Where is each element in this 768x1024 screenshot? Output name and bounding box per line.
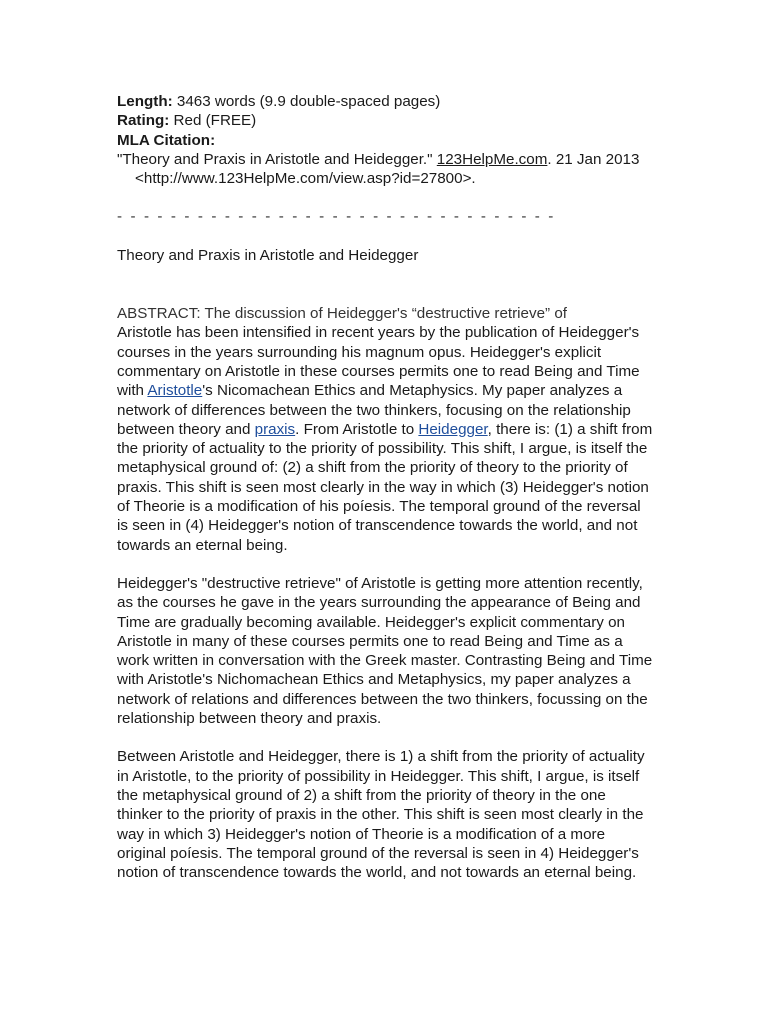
- rating-value: Red (FREE): [169, 112, 257, 130]
- citation-url: <http://www.123HelpMe.com/view.asp?id=27800>.: [135, 170, 476, 188]
- body-paragraph: Between Aristotle and Heidegger, there is 1) a shift from the priority of actuality in Aristotle, to the priority of possibility in Heidegger. This shift, I argue, is itself the metaphysical ground of 2) a shift from the priority of theory in the one thinker to the priority of praxis in the other. This shift is seen most clearly in the way in which 3) Heidegger's notion of Theorie is a modification of a more original poíesis. The temporal ground of the reversal is seen in 4) Heidegger's notion of transcendence towards the world, and not towards an eternal being.: [117, 748, 645, 882]
- citation-line: [117, 150, 653, 169]
- rating-line: [117, 111, 653, 130]
- praxis-link[interactable]: praxis: [254, 420, 296, 438]
- citation-title: "Theory and Praxis in Aristotle and Heidegger.": [117, 150, 437, 168]
- citation-site-link[interactable]: 123HelpMe.com: [436, 150, 548, 168]
- abstract-text-1: Aristotle has been intensified in recent years by the publication of Heidegger's courses in the years surrounding his magnum opus. Heidegger's explicit commentary on Aristotle in these courses permits one to read Being and Time with: [117, 324, 640, 400]
- abstract-text-3: . From Aristotle to: [295, 420, 419, 438]
- length-line: [117, 92, 653, 111]
- length-label: Length:: [117, 93, 173, 110]
- abstract-lead: The discussion of Heidegger's “destructive retrieve” of: [200, 305, 567, 323]
- abstract-text-4: , there is: (1) a shift from the priority of actuality to the priority of possibility. This shift, I argue, is itself the metaphysical ground of: (2) a shift from the priority of theory to the priority of praxis. This shift is seen most clearly in the way in which (3) Heidegger's notion of Theorie is a modification of his poíesis. The temporal ground of the reversal is seen in (4) Heidegger's notion of transcendence towards the world, and not towards an eternal being.: [117, 420, 653, 554]
- rating-label: Rating:: [117, 112, 170, 130]
- aristotle-link[interactable]: Aristotle: [147, 382, 203, 400]
- abstract-text-2: 's Nicomachean Ethics and Metaphysics. My paper analyzes a network of differences between the two thinkers, focusing on the relationship between theory and: [117, 382, 631, 438]
- body-paragraph: Heidegger's "destructive retrieve" of Aristotle is getting more attention recently, as the courses he gave in the years surrounding the appearance of Being and Time are gradually becoming available. Heidegger's explicit commentary on Aristotle in many of these courses permits one to read Being and Time as a work written in conversation with the Greek master. Contrasting Being and Time with Aristotle's Nichomachean Ethics and Metaphysics, my paper analyzes a network of relations and differences between the two thinkers, focussing on the relationship between theory and praxis.: [117, 574, 653, 728]
- abstract-label: ABSTRACT:: [117, 305, 201, 323]
- abstract-paragraph: [117, 304, 653, 555]
- mla-citation-label: MLA Citation:: [117, 131, 216, 149]
- length-value: 3463 words (9.9 double-spaced pages): [172, 93, 441, 110]
- heidegger-link[interactable]: Heidegger: [418, 420, 488, 438]
- document-title: Theory and Praxis in Aristotle and Heidegger: [117, 246, 419, 264]
- document-page: [117, 92, 653, 882]
- citation-date: . 21 Jan 2013: [547, 150, 640, 168]
- section-divider: - - - - - - - - - - - - - - - - - - - - - - - - - - - - - - - - -: [117, 208, 556, 226]
